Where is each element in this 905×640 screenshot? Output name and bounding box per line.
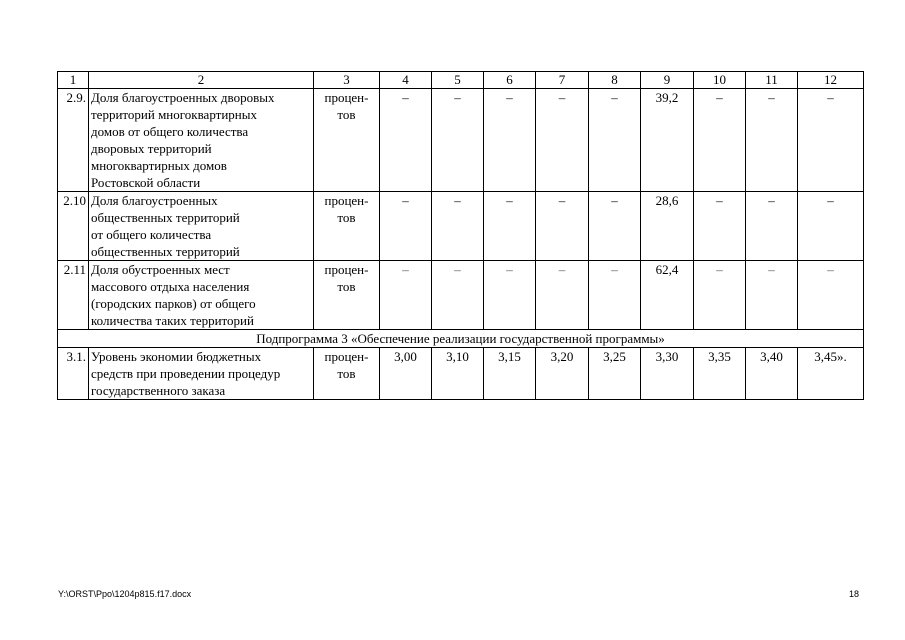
value-cell: – [694,261,746,330]
value-cell: – [694,89,746,192]
unit-line: тов [337,366,356,381]
value-cell: – [694,192,746,261]
unit-cell [314,192,380,261]
table-row [58,89,864,192]
value-cell: – [380,192,432,261]
header-cell: 3 [314,72,380,89]
value-cell: – [798,89,864,192]
unit-line: процен- [324,262,369,277]
indicator-name [89,261,314,330]
value-cell: – [484,192,536,261]
header-row [58,72,864,89]
unit-line: процен- [324,193,369,208]
row-number: 3.1. [58,348,89,400]
value-cell: 3,35 [694,348,746,400]
indicator-name [89,192,314,261]
unit-line: процен- [324,90,369,105]
value-cell: 3,15 [484,348,536,400]
value-cell: 3,00 [380,348,432,400]
header-cell: 1 [58,72,89,89]
header-cell: 10 [694,72,746,89]
indicator-name [89,89,314,192]
value-cell: – [746,192,798,261]
value-cell: 3,20 [536,348,589,400]
indicator-line: многоквартирных домов [91,158,227,173]
value-cell: – [380,261,432,330]
value-cell: – [746,89,798,192]
indicator-line: домов от общего количества [91,124,249,139]
indicator-line: государственного заказа [91,383,226,398]
indicator-line: массового отдыха населения [91,279,250,294]
header-cell: 6 [484,72,536,89]
value-cell: 3,25 [589,348,641,400]
value-cell: 3,10 [432,348,484,400]
indicator-line: дворовых территорий [91,141,212,156]
row-number: 2.10 [58,192,89,261]
value-cell: – [746,261,798,330]
value-cell: 3,30 [641,348,694,400]
value-cell: – [432,192,484,261]
indicator-line: общественных территорий [91,244,240,259]
value-cell: 39,2 [641,89,694,192]
indicator-line: (городских парков) от общего [91,296,256,311]
header-cell: 2 [89,72,314,89]
indicator-line: от общего количества [91,227,212,242]
value-cell: – [589,261,641,330]
header-cell: 7 [536,72,589,89]
unit-cell [314,89,380,192]
footer-file-path: Y:\ORST\Ppo\1204p815.f17.docx [58,589,192,599]
row-number: 2.11 [58,261,89,330]
indicator-line: Уровень экономии бюджетных [91,349,262,364]
value-cell: – [536,89,589,192]
indicator-line: Ростовской области [91,175,201,190]
section-row [58,330,864,348]
value-cell: – [798,192,864,261]
value-cell: 28,6 [641,192,694,261]
table-row [58,261,864,330]
unit-line: тов [337,279,356,294]
header-cell: 12 [798,72,864,89]
value-cell: 3,45». [798,348,864,400]
unit-cell [314,348,380,400]
value-cell: – [484,261,536,330]
value-cell: – [432,89,484,192]
value-cell: – [380,89,432,192]
value-cell: – [798,261,864,330]
unit-line: процен- [324,349,369,364]
indicators-table [57,71,864,400]
indicator-line: общественных территорий [91,210,240,225]
row-number: 2.9. [58,89,89,192]
footer-page-number: 18 [848,589,859,599]
header-cell: 9 [641,72,694,89]
table-row [58,348,864,400]
value-cell: 62,4 [641,261,694,330]
indicator-line: территорий многоквартирных [91,107,257,122]
indicator-line: Доля благоустроенных [91,193,218,208]
header-cell: 8 [589,72,641,89]
unit-line: тов [337,210,356,225]
table-row [58,192,864,261]
header-cell: 4 [380,72,432,89]
unit-line: тов [337,107,356,122]
indicator-line: Доля обустроенных мест [91,262,230,277]
header-cell: 11 [746,72,798,89]
value-cell: 3,40 [746,348,798,400]
value-cell: – [484,89,536,192]
value-cell: – [536,192,589,261]
value-cell: – [432,261,484,330]
indicator-line: количества таких территорий [91,313,254,328]
indicator-name [89,348,314,400]
section-title: Подпрограмма 3 «Обеспечение реализации государственной программы» [58,330,864,348]
value-cell: – [536,261,589,330]
unit-cell [314,261,380,330]
indicator-line: средств при проведении процедур [91,366,281,381]
value-cell: – [589,89,641,192]
value-cell: – [589,192,641,261]
indicator-line: Доля благоустроенных дворовых [91,90,275,105]
header-cell: 5 [432,72,484,89]
